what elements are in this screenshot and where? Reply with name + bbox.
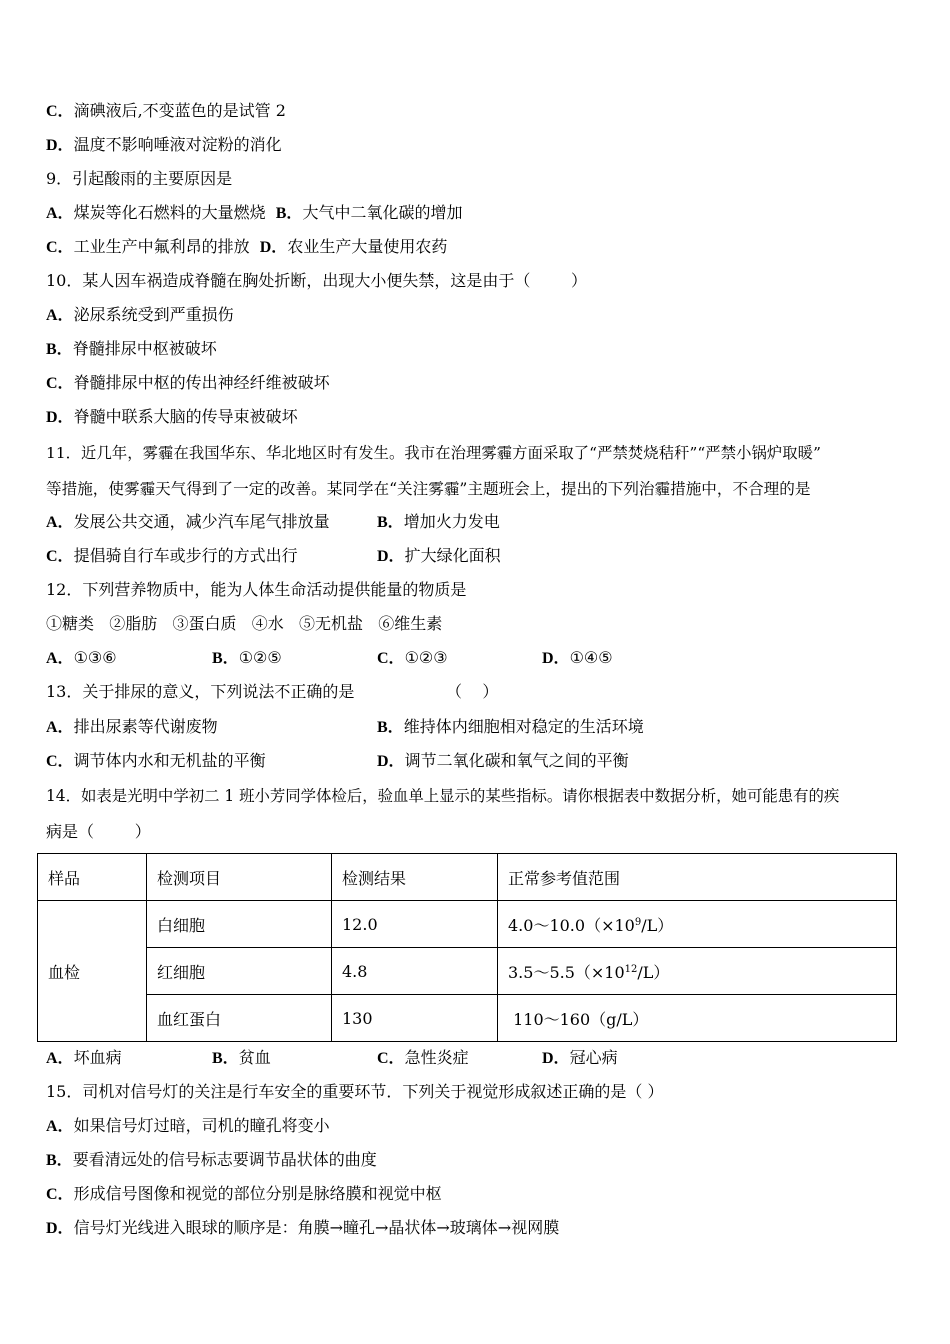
result-cell: 12.0 <box>332 901 498 948</box>
question-13: 13．关于排尿的意义，下列说法不正确的是 <box>46 682 355 701</box>
question-12: 12．下列营养物质中，能为人体生命活动提供能量的物质是 <box>46 580 467 599</box>
q13-option-a: A．排出尿素等代谢废物 <box>46 717 218 736</box>
q12-option-a: A．①③⑥ <box>46 648 117 667</box>
q11-option-d: D．扩大绿化面积 <box>377 546 501 565</box>
q9-options-ab: A．煤炭等化石燃料的大量燃烧 B．大气中二氧化碳的增加 <box>46 203 463 222</box>
range-cell: $3.5\sim 5.5(\times 10^{12}/L)$ <box>498 948 897 995</box>
q15-option-d: D．信号灯光线进入眼球的顺序是：角膜→瞳孔→晶状体→玻璃体→视网膜 <box>46 1218 560 1237</box>
range-cell: $4.0\sim 10.0(\times 10^9/L)$ <box>498 901 897 948</box>
result-cell: 130 <box>332 995 498 1042</box>
q13-answer-blank: （ ） <box>446 682 499 701</box>
q14-option-a: A．坏血病 <box>46 1048 122 1067</box>
q13-option-d: D．调节二氧化碳和氧气之间的平衡 <box>377 751 629 770</box>
result-cell: 4.8 <box>332 948 498 995</box>
header-item: 检测项目 <box>147 854 332 901</box>
q14-option-b: B．贫血 <box>212 1048 271 1067</box>
question-10: 10．某人因车祸造成脊髓在胸处折断，出现大小便失禁，这是由于（ ） <box>46 271 588 290</box>
range-cell: 110～160（g/L） <box>498 995 897 1042</box>
question-11-line1: 11．近几年，雾霾在我国华东、华北地区时有发生。我市在治理雾霾方面采取了“严禁焚烧秸秆”“严禁小锅炉取暖” <box>46 444 822 462</box>
question-14-line2: 病是（ ） <box>46 822 151 841</box>
q12-items: ①糖类 ②脂肪 ③蛋白质 ④水 ⑤无机盐 ⑥维生素 <box>46 614 443 633</box>
q14-option-c: C．急性炎症 <box>377 1048 469 1067</box>
q10-option-c: C．脊髓排尿中枢的传出神经纤维被破坏 <box>46 373 330 392</box>
item-cell: 血红蛋白 <box>147 995 332 1042</box>
table-row <box>38 901 897 948</box>
table-header-row <box>38 854 897 901</box>
option-c: C．滴碘液后,不变蓝色的是试管 2 <box>46 101 286 120</box>
q13-option-b: B．维持体内细胞相对稳定的生活环境 <box>377 717 644 736</box>
q13-option-c: C．调节体内水和无机盐的平衡 <box>46 751 266 770</box>
q10-option-a: A．泌尿系统受到严重损伤 <box>46 305 234 324</box>
q14-option-d: D．冠心病 <box>542 1048 618 1067</box>
table-row <box>38 948 897 995</box>
item-cell: 红细胞 <box>147 948 332 995</box>
question-11-line2: 等措施，使雾霾天气得到了一定的改善。某同学在“关注雾霾”主题班会上，提出的下列治霾措施中，不合理的是 <box>46 480 811 498</box>
table-row <box>38 995 897 1042</box>
q9-options-cd: C．工业生产中氟利昂的排放 D．农业生产大量使用农药 <box>46 237 448 256</box>
q11-option-b: B．增加火力发电 <box>377 512 500 531</box>
header-range: 正常参考值范围 <box>498 854 897 901</box>
q10-option-d: D．脊髓中联系大脑的传导束被破坏 <box>46 407 298 426</box>
q15-option-a: A．如果信号灯过暗，司机的瞳孔将变小 <box>46 1116 330 1135</box>
question-9: 9．引起酸雨的主要原因是 <box>46 169 233 188</box>
header-sample: 样品 <box>38 854 147 901</box>
q12-option-b: B．①②⑤ <box>212 648 282 667</box>
q12-option-d: D．①④⑤ <box>542 648 613 667</box>
q10-option-b: B．脊髓排尿中枢被破坏 <box>46 339 217 358</box>
option-d: D．温度不影响唾液对淀粉的消化 <box>46 135 282 154</box>
question-15: 15．司机对信号灯的关注是行车安全的重要环节．下列关于视觉形成叙述正确的是（ ） <box>46 1082 664 1101</box>
header-result: 检测结果 <box>332 854 498 901</box>
blood-test-table <box>37 853 897 1042</box>
q12-option-c: C．①②③ <box>377 648 448 667</box>
q15-option-b: B．要看清远处的信号标志要调节晶状体的曲度 <box>46 1150 377 1169</box>
q15-option-c: C．形成信号图像和视觉的部位分别是脉络膜和视觉中枢 <box>46 1184 442 1203</box>
item-cell: 白细胞 <box>147 901 332 948</box>
question-14-line1: 14．如表是光明中学初二 1 班小芳同学体检后，验血单上显示的某些指标。请你根据表中数据分析，她可能患有的疾 <box>46 787 840 805</box>
sample-cell: 血检 <box>38 901 147 1042</box>
q11-option-c: C．提倡骑自行车或步行的方式出行 <box>46 546 298 565</box>
q11-option-a: A．发展公共交通，减少汽车尾气排放量 <box>46 512 330 531</box>
